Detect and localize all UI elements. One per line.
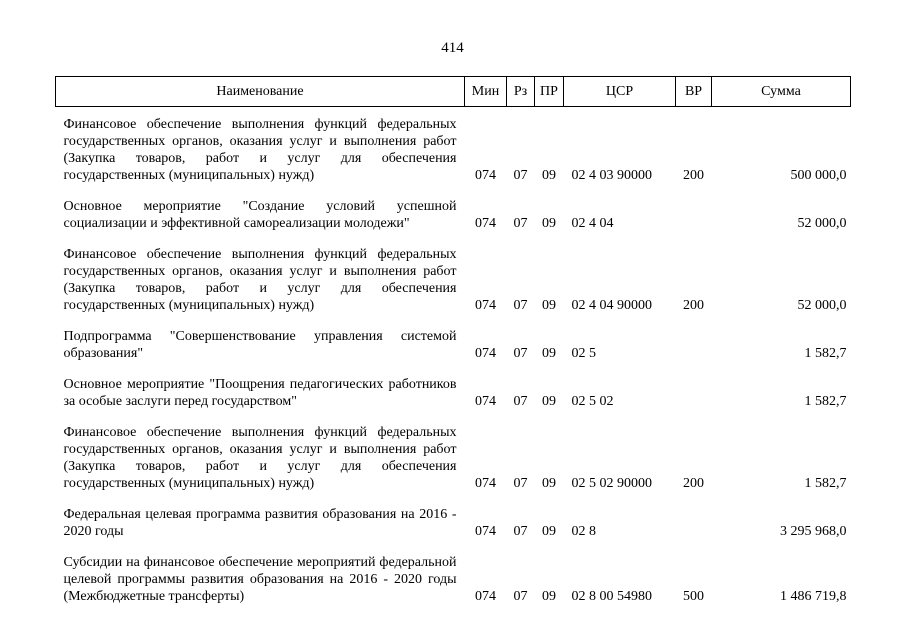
cell-rz: 07 — [513, 524, 528, 539]
cell-csr: 02 4 03 90000 — [571, 168, 652, 183]
cell-min: 074 — [475, 589, 496, 604]
cell-name: Финансовое обеспечение выполнения функций федеральных государственных органов, оказания услуг и выполнения работ (Закупка товаров, работ и услуг для обеспечения государственных (муниципальных) нужд) — [63, 425, 457, 491]
cell-rz: 07 — [513, 346, 528, 361]
table-header-row — [56, 77, 851, 107]
cell-rz: 07 — [513, 216, 528, 231]
cell-csr: 02 5 02 90000 — [571, 476, 652, 491]
cell-vr: 200 — [683, 168, 704, 183]
cell-csr: 02 4 04 — [571, 216, 614, 231]
budget-table — [55, 76, 851, 612]
cell-pr: 09 — [542, 298, 556, 313]
cell-min: 074 — [475, 298, 496, 313]
cell-sum: 1 582,7 — [804, 394, 847, 409]
cell-vr — [676, 369, 712, 417]
table-row — [56, 107, 851, 192]
column-header-csr: ЦСР — [564, 77, 676, 107]
cell-vr: 200 — [683, 298, 704, 313]
cell-min: 074 — [475, 216, 496, 231]
cell-min: 074 — [475, 168, 496, 183]
cell-sum: 52 000,0 — [797, 216, 847, 231]
column-header-rz: Рз — [507, 77, 535, 107]
table-row — [56, 547, 851, 612]
column-header-pr: ПР — [535, 77, 564, 107]
cell-min: 074 — [475, 476, 496, 491]
page-number: 414 — [441, 40, 464, 56]
table-row — [56, 321, 851, 369]
cell-vr — [676, 321, 712, 369]
cell-sum: 500 000,0 — [790, 168, 847, 183]
cell-csr: 02 4 04 90000 — [571, 298, 652, 313]
cell-name: Основное мероприятие "Создание условий успешной социализации и эффективной самореализации молодежи" — [63, 199, 457, 231]
cell-sum: 1 582,7 — [804, 476, 847, 491]
cell-pr: 09 — [542, 168, 556, 183]
cell-vr: 200 — [683, 476, 704, 491]
table-row — [56, 191, 851, 239]
cell-pr: 09 — [542, 589, 556, 604]
cell-vr — [676, 499, 712, 547]
cell-name: Подпрограмма "Совершенствование управления системой образования" — [63, 329, 457, 361]
cell-min: 074 — [475, 524, 496, 539]
cell-pr: 09 — [542, 346, 556, 361]
column-header-min: Мин — [465, 77, 507, 107]
cell-pr: 09 — [542, 476, 556, 491]
cell-name: Федеральная целевая программа развития образования на 2016 - 2020 годы — [63, 507, 457, 539]
table-row — [56, 417, 851, 499]
cell-name: Основное мероприятие "Поощрения педагогических работников за особые заслуги перед государством" — [63, 377, 457, 409]
cell-csr: 02 5 02 — [571, 394, 614, 409]
cell-rz: 07 — [513, 476, 528, 491]
cell-vr — [676, 191, 712, 239]
column-header-name: Наименование — [56, 77, 465, 107]
cell-name: Финансовое обеспечение выполнения функций федеральных государственных органов, оказания услуг и выполнения работ (Закупка товаров, работ и услуг для обеспечения государственных (муниципальных) нужд) — [63, 247, 457, 313]
cell-pr: 09 — [542, 524, 556, 539]
cell-csr: 02 8 00 54980 — [571, 589, 652, 604]
cell-csr: 02 5 — [571, 346, 596, 361]
cell-min: 074 — [475, 394, 496, 409]
cell-sum: 1 486 719,8 — [780, 589, 847, 604]
cell-csr: 02 8 — [571, 524, 596, 539]
cell-vr: 500 — [683, 589, 704, 604]
cell-rz: 07 — [513, 394, 528, 409]
cell-sum: 3 295 968,0 — [780, 524, 847, 539]
cell-min: 074 — [475, 346, 496, 361]
table-row — [56, 499, 851, 547]
cell-sum: 1 582,7 — [804, 346, 847, 361]
cell-sum: 52 000,0 — [797, 298, 847, 313]
cell-rz: 07 — [513, 589, 528, 604]
cell-rz: 07 — [513, 298, 528, 313]
cell-pr: 09 — [542, 216, 556, 231]
cell-name: Субсидии на финансовое обеспечение мероприятий федеральной целевой программы развития образования на 2016 - 2020 годы (Межбюджетные трансферты) — [63, 555, 457, 604]
column-header-sum: Сумма — [712, 77, 851, 107]
cell-rz: 07 — [513, 168, 528, 183]
column-header-vr: ВР — [676, 77, 712, 107]
table-row — [56, 369, 851, 417]
cell-pr: 09 — [542, 394, 556, 409]
cell-name: Финансовое обеспечение выполнения функций федеральных государственных органов, оказания услуг и выполнения работ (Закупка товаров, работ и услуг для обеспечения государственных (муниципальных) нужд) — [63, 117, 457, 183]
table-row — [56, 239, 851, 321]
